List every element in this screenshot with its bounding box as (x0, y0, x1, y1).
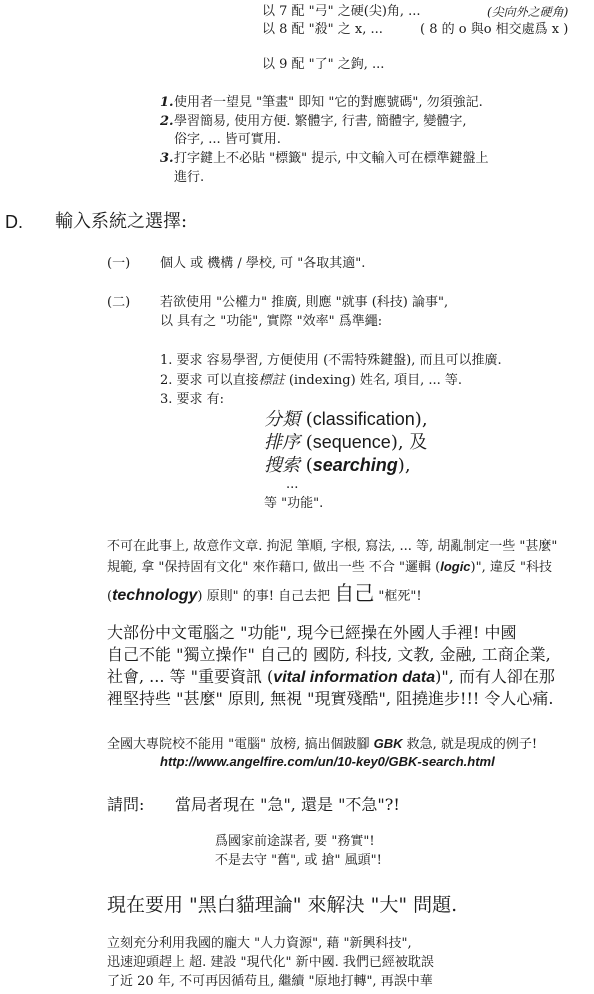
para2-line3: 社會, ... 等 "重要資訊 (vital information data)", 而有人卻在那 (107, 667, 555, 686)
final-line3: 了近 20 年, 不可再因循苟且, 繼續 "原地打轉", 再誤中華 (107, 974, 433, 989)
requirement-1: 1. 要求 容易學習, 方便使用 (不需特殊鍵盤), 而且可以推廣. (160, 353, 502, 368)
item-text-2-cont: 以 具有之 "功能", 實際 "效率" 爲準繩: (160, 314, 383, 329)
final-line1: 立刻充分利用我國的龐大 "人力資源", 藉 "新興科技", (107, 936, 412, 951)
para2-line1: 大部份中文電腦之 "功能", 現今已經操在外國人手裡! 中國 (107, 623, 517, 642)
item-label-2: (二) (107, 295, 131, 310)
function-etc: 等 "功能". (264, 496, 324, 511)
feature-item-2-cont: 俗字, ... 皆可實用. (174, 132, 281, 147)
feature-item-2: 2.學習簡易, 使用方便. 繁體字, 行書, 簡體字, 變體字, (160, 114, 467, 129)
feature-item-3: 3.打字鍵上不必貼 "標籤" 提示, 中文輸入可在標準鍵盤上 (160, 151, 489, 166)
item-text-2: 若欲使用 "公權力" 推廣, 則應 "就事 (科技) 論事", (160, 295, 449, 310)
item-label-1: (一) (107, 256, 131, 271)
function-sequence: 排序 (sequence), 及 (264, 432, 428, 453)
theory-headline: 現在要用 "黑白貓理論" 來解決 "大" 問題. (107, 894, 458, 916)
mapping-line-9: 以 9 配 "了" 之鉤, ... (262, 57, 385, 72)
para1-line1: 不可在此事上, 故意作文章. 拘泥 筆順, 字根, 寫法, ... 等, 胡亂制定一些 "甚麼" (107, 539, 558, 554)
final-line2: 迅速迎頭趕上 超. 建設 "現代化" 新中國. 我們已經被耽誤 (107, 955, 434, 970)
feature-item-1: 1.使用者一望見 "筆畫" 即知 "它的對應號碼", 勿須強記. (160, 95, 483, 110)
section-d-letter: D. (5, 212, 23, 232)
function-classification: 分類 (classification), (264, 409, 428, 430)
question-label: 請問: (107, 795, 145, 814)
mapping-note-8: ( 8 的 o 與o 相交處爲 x ) (420, 22, 569, 37)
feature-item-3-cont: 進行. (174, 170, 205, 185)
mapping-line-8: 以 8 配 "殺" 之 x, ... (262, 22, 383, 37)
para3-line1: 全國大專院校不能用 "電腦" 放榜, 搞出個跛腳 GBK 救急, 就是現成的例子! (107, 736, 538, 752)
question-text: 當局者現在 "急", 還是 "不急"?! (175, 795, 400, 814)
advice-line2: 不是去守 "舊", 或 搶" 風頭"! (215, 853, 382, 868)
advice-line1: 爲國家前途謀者, 要 "務實"! (215, 834, 375, 849)
mapping-note-7: (尖向外之硬角) (487, 5, 569, 19)
gbk-search-link[interactable]: http://www.angelfire.com/un/10-key0/GBK-search.html (160, 754, 495, 769)
requirement-3: 3. 要求 有: (160, 392, 225, 407)
section-d-title: 輸入系統之選擇: (55, 211, 188, 232)
para1-line2: 規範, 拿 "保持固有文化" 來作藉口, 做出一些 不合 "邏輯 (logic)", 違反 "科技 (107, 559, 552, 575)
para1-line3: (technology) 原則" 的事! 自己去把 自己 "框死"! (107, 581, 422, 605)
function-ellipsis: ... (286, 477, 299, 492)
para2-line4: 裡堅持些 "甚麼" 原則, 無視 "現實殘酷", 阻撓進步!!! 令人心痛. (107, 689, 554, 708)
para2-line2: 自己不能 "獨立操作" 自己的 國防, 科技, 文教, 金融, 工商企業, (107, 645, 551, 664)
mapping-line-7: 以 7 配 "弓" 之硬(尖)角, ... (262, 4, 421, 19)
function-searching: 搜索 (searching), (264, 455, 411, 476)
item-text-1: 個人 或 機構 / 學校, 可 "各取其適". (160, 256, 366, 271)
requirement-2: 2. 要求 可以直接標註 (indexing) 姓名, 項目, ... 等. (160, 373, 463, 388)
